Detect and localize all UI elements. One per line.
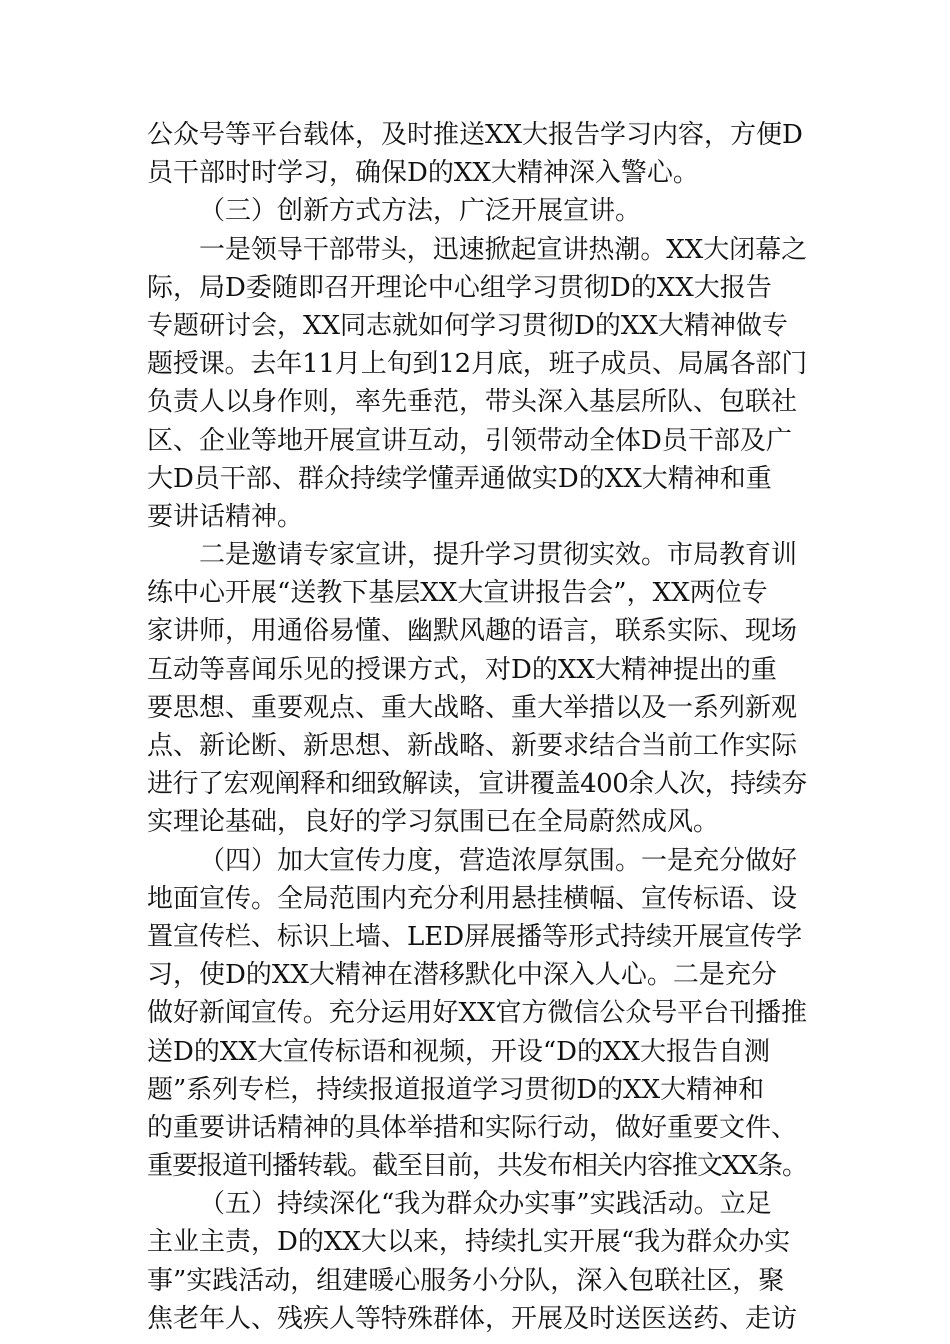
text-line: 互动等喜闻乐见的授课方式，对D的XX大精神提出的重 xyxy=(147,654,777,685)
paragraph-first-line: 一是领导干部带头，迅速掀起宣讲热潮。XX大闭幕之 xyxy=(199,234,808,265)
text-line: 的重要讲话精神的具体举措和实际行动，做好重要文件、 xyxy=(147,1112,798,1143)
paragraph-first-line: （三）创新方式方法，广泛开展宣讲。 xyxy=(199,196,642,227)
text-line: 际，局D委随即召开理论中心组学习贯彻D的XX大报告 xyxy=(147,272,772,303)
text-line: 焦老年人、残疾人等特殊群体，开展及时送医送药、走访 xyxy=(147,1303,798,1334)
text-line: 负责人以身作则，率先垂范，带头深入基层所队、包联社 xyxy=(147,387,798,418)
text-line: 员干部时时学习，确保D的XX大精神深入警心。 xyxy=(147,158,699,189)
text-line: 习，使D的XX大精神在潜移默化中深入人心。二是充分 xyxy=(147,960,777,991)
text-line: 专题研讨会，XX同志就如何学习贯彻D的XX大精神做专 xyxy=(147,310,788,341)
text-line: 练中心开展“送教下基层XX大宣讲报告会”，XX两位专 xyxy=(147,578,768,609)
paragraph-first-line: （四）加大宣传力度，营造浓厚氛围。一是充分做好 xyxy=(199,845,798,876)
text-line: 公众号等平台载体，及时推送XX大报告学习内容，方便D xyxy=(147,120,803,150)
text-line: 重要报道刊播转载。截至目前，共发布相关内容推文XX条。 xyxy=(147,1151,808,1182)
text-line: 大D员干部、群众持续学懂弄通做实D的XX大精神和重 xyxy=(147,463,772,494)
paragraph-first-line: 二是邀请专家宣讲，提升学习贯彻实效。市局教育训 xyxy=(199,540,798,571)
text-line: 要讲话精神。 xyxy=(147,501,304,532)
text-line: 进行了宏观阐释和细致解读，宣讲覆盖400余人次，持续夯 xyxy=(147,769,807,800)
paragraph-first-line: （五）持续深化“我为群众办实事”实践活动。立足 xyxy=(199,1189,772,1220)
text-line: 置宣传栏、标识上墙、LED屏展播等形式持续开展宣传学 xyxy=(147,921,803,952)
text-line: 题授课。去年11月上旬到12月底，班子成员、局属各部门 xyxy=(147,349,808,380)
text-line: 事”实践活动，组建暖心服务小分队，深入包联社区，聚 xyxy=(147,1265,785,1296)
text-line: 家讲师，用通俗易懂、幽默风趣的语言，联系实际、现场 xyxy=(147,616,798,647)
text-line: 送D的XX大宣传标语和视频，开设“D的XX大报告自测 xyxy=(147,1036,771,1067)
text-line: 做好新闻宣传。充分运用好XX官方微信公众号平台刊播推 xyxy=(147,998,807,1029)
text-line: 题”系列专栏，持续报道报道学习贯彻D的XX大精神和 xyxy=(147,1074,765,1105)
text-line: 点、新论断、新思想、新战略、新要求结合当前工作实际 xyxy=(147,731,798,761)
document-body xyxy=(147,116,807,1338)
text-line: 地面宣传。全局范围内充分利用悬挂横幅、宣传标语、设 xyxy=(147,883,798,914)
text-line: 实理论基础，良好的学习氛围已在全局蔚然成风。 xyxy=(147,807,720,838)
text-line: 要思想、重要观点、重大战略、重大举措以及一系列新观 xyxy=(147,692,798,723)
text-line: 区、企业等地开展宣讲互动，引领带动全体D员干部及广 xyxy=(147,425,792,456)
text-line: 主业主责，D的XX大以来，持续扎实开展“我为群众办实 xyxy=(147,1227,791,1258)
